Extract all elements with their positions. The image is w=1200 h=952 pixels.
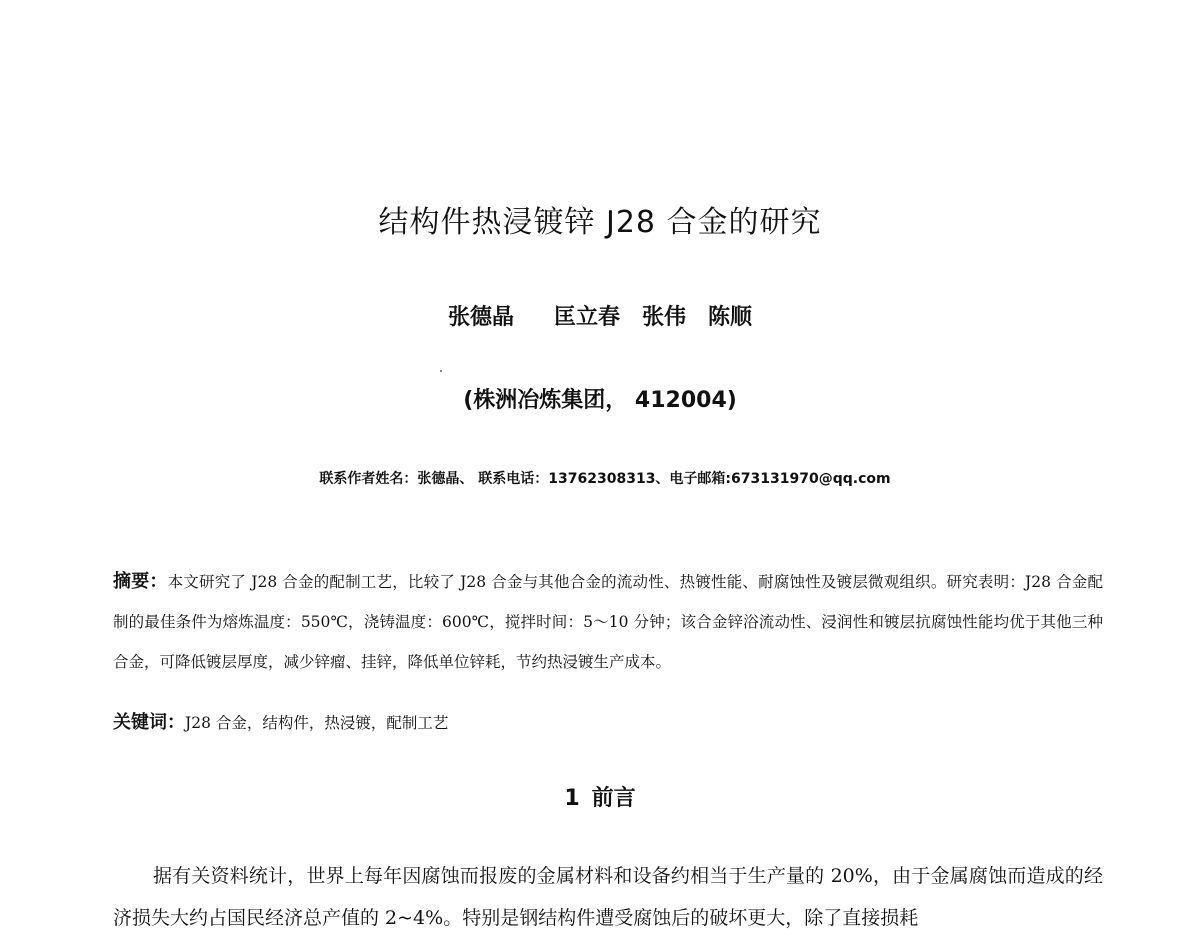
section-heading (0, 783, 1200, 815)
author-name: 张伟 (642, 305, 687, 330)
scan-speck (440, 370, 442, 372)
paper-title: 结构件热浸镀锌 J28 合金的研究 (378, 205, 822, 240)
section-number: 1 (564, 786, 580, 811)
author-name: 匡立春 (553, 305, 620, 330)
author-name: 陈顺 (708, 305, 753, 330)
contact-info: 联系作者姓名：张德晶、 联系电话：13762308313、电子邮箱:673131970@qq.com (319, 471, 891, 487)
abstract-label: 摘要： (113, 571, 168, 592)
keywords-label: 关键词： (113, 712, 185, 733)
body-paragraph: 据有关资料统计，世界上每年因腐蚀而报废的金属材料和设备约相当于生产量的 20%，由于金属腐蚀而造成的经济损失大约占国民经济总产值的 2~4%。特别是钢结构件遭受腐蚀后的破坏更大，除了直接损耗 (113, 865, 1103, 929)
keywords (113, 703, 1103, 743)
abstract-text: 本文研究了 J28 合金的配制工艺，比较了 J28 合金与其他合金的流动性、热镀性能、耐腐蚀性及镀层微观组织。研究表明：J28 合金配制的最佳条件为熔炼温度：550℃，浇铸温度：600℃，搅拌时间：5～10 分钟；该合金锌浴流动性、浸润性和镀层抗腐蚀性能均优于其他三种合金，可降低镀层厚度，减少锌瘤、挂锌，降低单位锌耗，节约热浸镀生产成本。 (113, 573, 1104, 671)
affiliation: (株洲冶炼集团， 412004) (463, 388, 737, 413)
keywords-text: J28 合金，结构件，热浸镀，配制工艺 (185, 714, 449, 732)
author-list (0, 302, 1200, 334)
abstract (113, 562, 1103, 682)
author-name: 张德晶 (447, 305, 514, 330)
section-title: 前言 (591, 786, 636, 811)
